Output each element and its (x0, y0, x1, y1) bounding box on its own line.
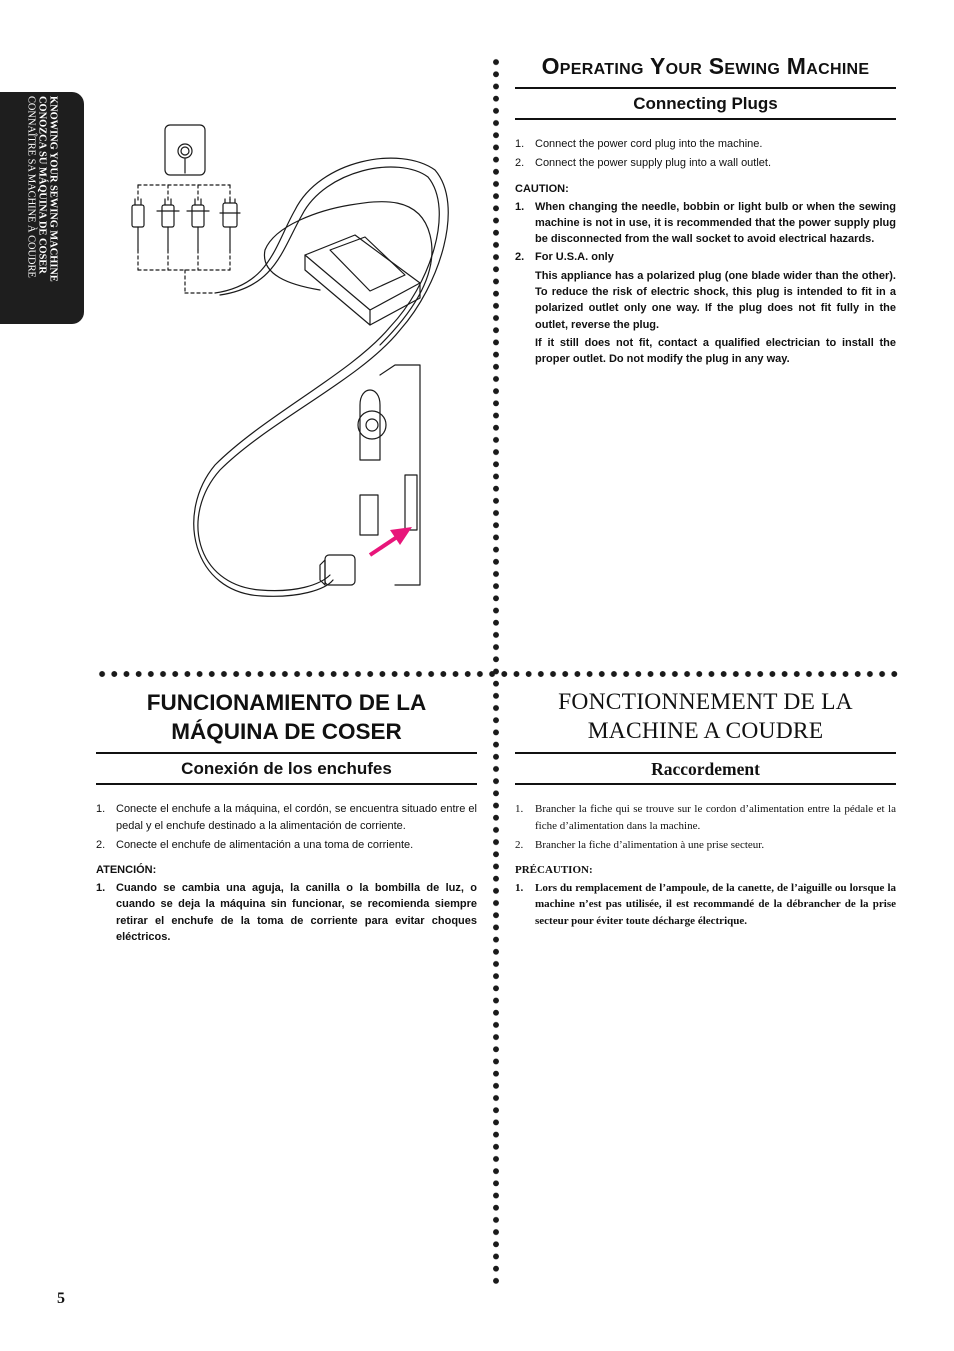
french-step: 1. Brancher la fiche qui se trouve sur le cordon d’alimentation entre la pédale et la fiche d’alimentation dans la machine. (515, 803, 896, 832)
french-steps (515, 801, 896, 853)
section-side-tab (0, 92, 84, 324)
side-tab-line-es: CONOZCA SU MÁQUINA DE COSER (36, 95, 48, 274)
connecting-plugs-illustration (120, 115, 475, 600)
side-tab-line-fr: CONNAÎTRE SA MACHINE À COUDRE (25, 95, 37, 278)
english-step: 1. Connect the power cord plug into the machine. (515, 138, 763, 150)
spanish-step: 2. Conecte el enchufe de alimentación a una toma de corriente. (96, 838, 414, 851)
sewing-machine-side-icon (358, 365, 420, 585)
english-title: Operating Your Sewing Machine (515, 52, 896, 89)
english-caution-heading: CAUTION: (515, 182, 569, 195)
french-caution-item: 1. Lors du remplacement de l’ampoule, de la canette, de l’aiguille ou lorsque la machine n’est pas utilisée, il est recommandé de la débrancher de la prise secteur pour éviter toute décharge électrique. (515, 882, 896, 927)
spanish-subtitle: Conexión de los enchufes (96, 754, 477, 785)
spanish-title: FUNCIONAMIENTO DE LA MÁQUINA DE COSER (96, 688, 477, 754)
spanish-caution-list (96, 880, 477, 945)
spanish-step: 1. Conecte el enchufe a la máquina, el cordón, se encuentra situado entre el pedal y el enchufe destinado a la alimentación de corriente. (96, 803, 477, 832)
english-caution-item: 2. For U.S.A. only This appliance has a polarized plug (one blade wider than the other). To reduce the risk of electric shock, this plug is intended to fit in a polarized outlet only one way. If the plug does not fit fully in the outlet, reverse the plug. If it still does not fit, contact a qualified electrician to install the proper outlet. Do not modify the plug in any way. (515, 251, 896, 366)
english-caution-item: 1. When changing the needle, bobbin or light bulb or when the sewing machine is not in use, it is recommended that the power supply plug be disconnected from the wall socket to avoid electrical hazards. (515, 200, 896, 246)
french-subtitle: Raccordement (515, 754, 896, 785)
english-section (515, 52, 896, 369)
side-tab-line-en: KNOWING YOUR SEWING MACHINE (47, 95, 59, 282)
french-caution-heading: PRÉCAUTION: (515, 864, 593, 876)
english-subtitle: Connecting Plugs (515, 89, 896, 120)
spanish-steps (96, 801, 477, 853)
french-caution-list (515, 880, 896, 929)
spanish-caution-item: 1. Cuando se cambia una aguja, la canilla o la bombilla de luz, o cuando se deja la máquina sin funcionar, se recomienda siempre retirar el enchufe de la toma de corriente para evitar choques eléctricos. (96, 882, 477, 943)
english-caution-list (515, 199, 896, 368)
horizontal-dotted-divider (96, 669, 898, 679)
french-section (515, 688, 896, 931)
page-number: 5 (57, 1290, 65, 1307)
english-steps (515, 136, 896, 172)
spanish-caution-heading: ATENCIÓN: (96, 864, 157, 876)
insert-arrow-icon (370, 527, 412, 555)
french-step: 2. Brancher la fiche d’alimentation à une prise secteur. (515, 838, 765, 851)
spanish-section (96, 688, 477, 947)
french-title: FONCTIONNEMENT DE LA MACHINE A COUDRE (515, 688, 896, 754)
english-step: 2. Connect the power supply plug into a wall outlet. (515, 157, 772, 169)
plug-variants-icon (132, 199, 240, 250)
machine-plug-icon (320, 555, 355, 585)
